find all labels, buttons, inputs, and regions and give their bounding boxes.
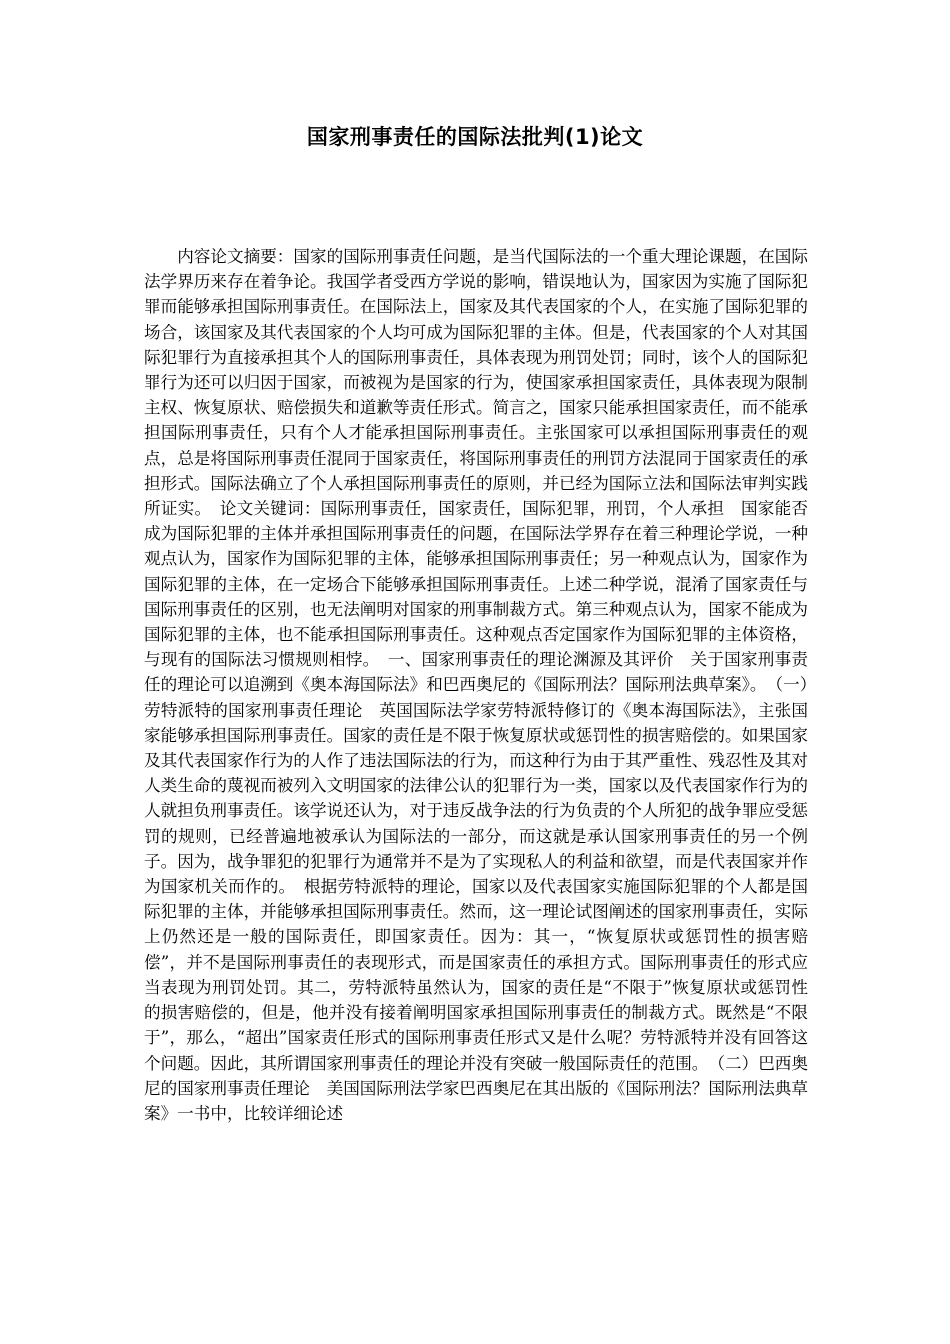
document-title: 国家刑事责任的国际法批判(1)论文 (306, 125, 644, 149)
document-body: 内容论文摘要：国家的国际刑事责任问题，是当代国际法的一个重大理论课题，在国际法学界历来存在着争论。我国学者受西方学说的影响，错误地认为，国家因为实施了国际犯罪而能够承担国际刑事责任。在国际法上，国家及其代表国家的个人，在实施了国际犯罪的场合，该国家及其代表国家的个人均可成为国际犯罪的主体。但是，代表国家的个人对其国际犯罪行为直接承担其个人的国际刑事责任，具体表现为刑罚处罚；同时，该个人的国际犯罪行为还可以归因于国家，而被视为是国家的行为，使国家承担国家责任，具体表现为限制主权、恢复原状、赔偿损失和道歉等责任形式。简言之，国家只能承担国家责任，而不能承担国际刑事责任，只有个人才能承担国际刑事责任。主张国家可以承担国际刑事责任的观点，总是将国际刑事责任混同于国家责任，将国际刑事责任的刑罚方法混同于国家责任的承担形式。国际法确立了个人承担国际刑事责任的原则，并已经为国际立法和国际法审判实践所证实。 论文关键词：国际刑事责任，国家责任，国际犯罪，刑罚，个人承担 国家能否成为国际犯罪的主体并承担国际刑事责任的问题，在国际法学界存在着三种理论学说，一种观点认为，国家作为国际犯罪的主体，能够承担国际刑事责任；另一种观点认为，国家作为国际犯罪的主体，在一定场合下能够承担国际刑事责任。上述二种学说，混淆了国家责任与国际刑事责任的区别，也无法阐明对国家的刑事制裁方式。第三种观点认为，国家不能成为国际犯罪的主体，也不能承担国际刑事责任。这种观点否定国家作为国际犯罪的主体资格，与现有的国际法习惯规则相悖。 一、国家刑事责任的理论渊源及其评价 关于国家刑事责任的理论可以追溯到《奥本海国际法》和巴西奥尼的《国际刑法？国际刑法典草案》。 （一）劳特派特的国家刑事责任理论 英国国际法学家劳特派特修订的《奥本海国际法》，主张国家能够承担国际刑事责任。国家的责任是不限于恢复原状或惩罚性的损害赔偿的。如果国家及其代表国家作行为的人作了违法国际法的行为，而这种行为由于其严重性、残忍性及其对人类生命的蔑视而被列入文明国家的法律公认的犯罪行为一类，国家以及代表国家作行为的人就担负刑事责任。该学说还认为，对于违反战争法的行为负责的个人所犯的战争罪应受惩罚的规则，已经普遍地被承认为国际法的一部分，而这就是承认国家刑事责任的另一个例子。因为，战争罪犯的犯罪行为通常并不是为了实现私人的利益和欲望，而是代表国家并作为国家机关而作的。 根据劳特派特的理论，国家以及代表国家实施国际犯罪的个人都是国际犯罪的主体，并能够承担国际刑事责任。然而，这一理论试图阐述的国家刑事责任，实际上仍然还是一般的国际责任，即国家责任。因为：其一，“恢复原状或惩罚性的损害赔偿”，并不是国际刑事责任的表现形式，而是国家责任的承担方式。国际刑事责任的形式应当表现为刑罚处罚。其二，劳特派特虽然认为，国家的责任是“不限于”恢复原状或惩罚性的损害赔偿的，但是，他并没有接着阐明国家承担国际刑事责任的制裁方式。既然是“不限于”，那么，“超出”国家责任形式的国际刑事责任形式又是什么呢？劳特派特并没有回答这个问题。因此，其所谓国家刑事责任的理论并没有突破一般国际责任的范围。 （二）巴西奥尼的国家刑事责任理论 美国国际刑法学家巴西奥尼在其出版的《国际刑法？国际刑法典草案》一书中，比较详细论述 (144, 247, 808, 1123)
